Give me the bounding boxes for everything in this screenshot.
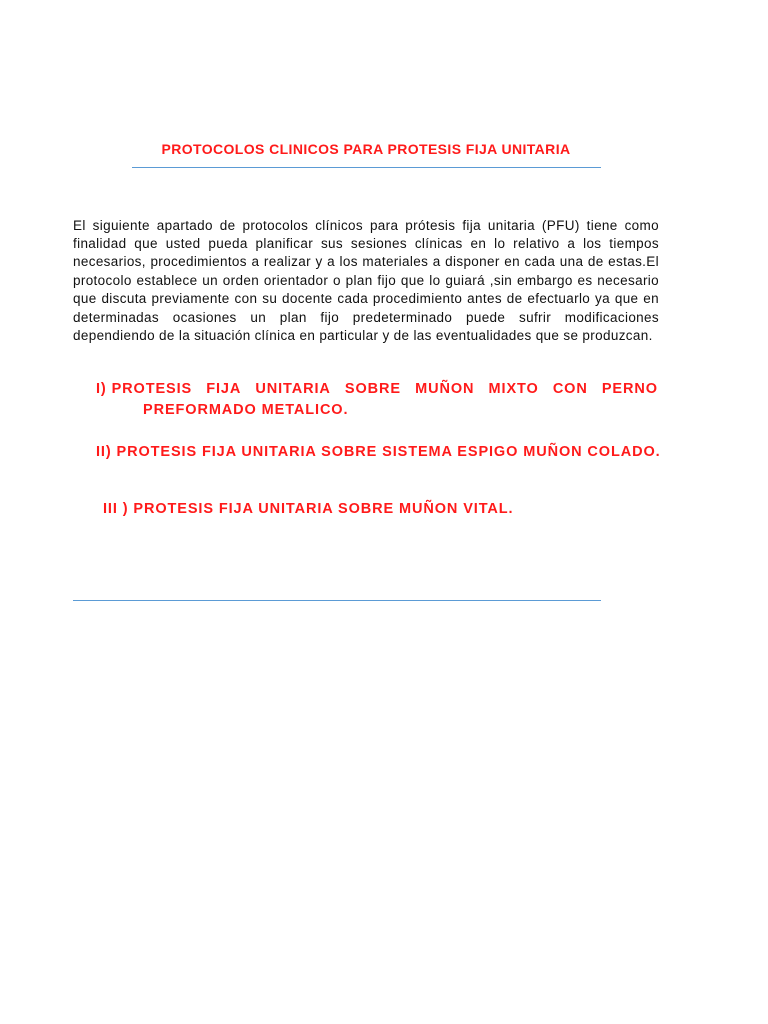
protocol-item-3: III ) PROTESIS FIJA UNITARIA SOBRE MUÑON VITAL. (103, 501, 514, 517)
protocol-item-1-word: I) PROTESIS (96, 381, 193, 397)
protocol-item-1-word: SOBRE (344, 381, 401, 397)
protocol-item-1-word: MIXTO (488, 381, 539, 397)
protocol-item-1-word: PERNO (601, 381, 658, 397)
protocol-item-2: II) PROTESIS FIJA UNITARIA SOBRE SISTEMA ESPIGO MUÑON COLADO. (96, 444, 661, 460)
intro-paragraph: El siguiente apartado de protocolos clínicos para prótesis fija unitaria (PFU) tiene como finalidad que usted pueda planificar sus sesiones clínicas en lo relativo a los tiempos necesarios, procedimientos a realizar y a los materiales a disponer en cada una de estas.El protocolo establece un orden orientador o plan fijo que lo guiará ,sin embargo es necesario que discuta previamente con su docente cada procedimiento antes de efectuarlo ya que en determinadas ocasiones un plan fijo predeterminado puede sufrir modificaciones dependiendo de la situación clínica en particular y de las eventualidades que se produzcan. (73, 217, 659, 343)
protocol-item-1-word: MUÑON (415, 381, 475, 397)
protocol-item-1-line2: PREFORMADO METALICO. (143, 402, 349, 418)
bottom-rule (73, 600, 601, 601)
protocol-item-1-word: CON (552, 381, 588, 397)
document-title: PROTOCOLOS CLINICOS PARA PROTESIS FIJA UNITARIA (161, 141, 571, 157)
protocol-item-1-word: UNITARIA (255, 381, 331, 397)
protocol-item-1-line1 (96, 381, 658, 397)
protocol-item-1-word: FIJA (206, 381, 242, 397)
title-underline (132, 167, 601, 168)
protocol-item-1 (96, 381, 658, 418)
